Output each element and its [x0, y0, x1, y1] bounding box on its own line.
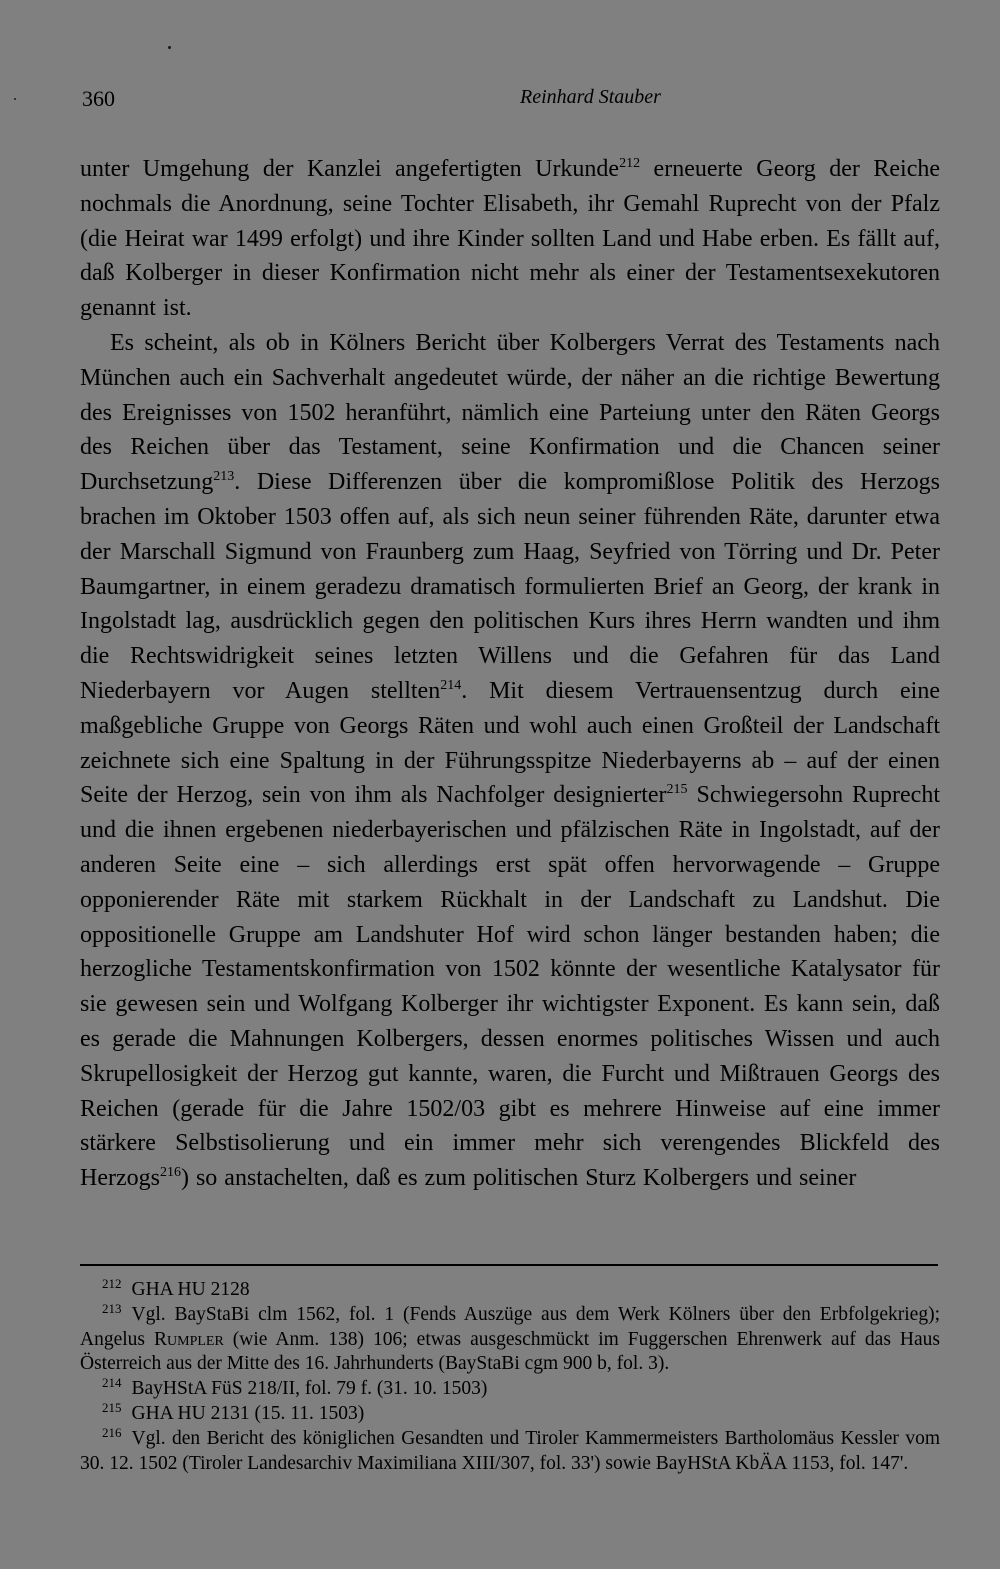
text-run: Es scheint, als ob in Kölners Bericht über Kolbergers Verrat des Testaments nach München auch ein Sachverhalt angedeutet würde, der näher an die richtige Bewertung des Ereignisses von 1502 heranführt, nämlich eine Parteiung unter den Räten Georgs des Reichen über das Testament, seine Konfirmation und die Chancen seiner Durchsetzung [80, 329, 940, 496]
author-name-smallcaps: Rumpler [154, 1328, 224, 1350]
text-run: . Mit diesem Vertrauensentzug durch eine maßgebliche Gruppe von Georgs Räten und wohl auch einen Großteil der Landschaft zeichnete sich eine Spaltung in der Führungsspitze Niederbayerns ab – auf der einen Seite der Herzog, sein von ihm als Nachfolger designierter [80, 677, 940, 809]
body-text [80, 152, 940, 1196]
text-run: Schwiegersohn Ruprecht und die ihnen ergebenen niederbayerischen und pfälzischen Räte in Ingolstadt, auf der anderen Seite eine – sich allerdings erst spät offen hervorwagende – Gruppe opponierender Räte mit starkem Rückhalt in der Landschaft zu Landshut. Die oppositionelle Gruppe am Landshuter Hof wird schon länger bestanden haben; die herzogliche Testamentskonfirmation von 1502 könnte der wesentliche Katalysator für sie gewesen sein und Wolfgang Kolberger ihr wichtigster Exponent. Es kann sein, daß es gerade die Mahnungen Kolbergers, dessen enormes politisches Wissen und auch Skrupellosigkeit der Herzog gut kannte, waren, die Furcht und Mißtrauen Georgs des Reichen (gerade für die Jahre 1502/03 gibt es mehrere Hinweise auf eine immer stärkere Selbstisolierung und ein immer mehr sich verengendes Blickfeld des Herzogs [80, 782, 941, 1192]
footnote-216: 216 Vgl. den Bericht des königlichen Gesandten und Tiroler Kammermeisters Bartholomäus Kessler vom 30. 12. 1502 (Tiroler Landesarchiv Maximiliana XIII/307, fol. 33') sowie BayHStA KbÄA 1153, fol. 147'. [80, 1424, 940, 1474]
footnote-text: (wie Anm. 138) 106; etwas ausgeschmückt im Fuggerschen Ehrenwerk auf das Haus Österreich aus der Mitte des 16. Jahrhunderts (BayStaBi cgm 900 b, fol. 3). [80, 1328, 940, 1375]
footnotes [80, 1278, 940, 1476]
footnote-text: Vgl. den Bericht des königlichen Gesandten und Tiroler Kammermeisters Bartholomäus Kessler vom 30. 12. 1502 (Tiroler Landesarchiv Maximiliana XIII/307, fol. 33') sowie BayHStA KbÄA 1153, fol. 147'. [80, 1427, 940, 1474]
footnote-ref-213: 213 [213, 469, 235, 485]
text-run: . Diese Differenzen über die kompromißlose Politik des Herzogs brachen im Oktober 1503 offen auf, als sich neun seiner führenden Räte, darunter etwa der Marschall Sigmund von Fraunberg zum Haag, Seyfried von Törring und Dr. Peter Baumgartner, in einem geradezu dramatisch formulierten Brief an Georg, der krank in Ingolstadt lag, ausdrücklich gegen den politischen Kurs ihres Herrn wandten und ihm die Rechtswidrigkeit seines letzten Willens und die Gefahren für das Land Niederbayern vor Augen stellten [80, 469, 940, 704]
footnote-214: 214 BayHStA FüS 218/II, fol. 79 f. (31. 10. 1503) [102, 1375, 488, 1400]
footnote-ref-212: 212 [619, 156, 641, 171]
footnote-215: 215 GHA HU 2131 (15. 11. 1503) [102, 1399, 365, 1424]
footnote-separator [80, 1264, 938, 1266]
footnote-ref-216: 216 [159, 1165, 181, 1181]
footnote-text: BayHStA FüS 218/II, fol. 79 f. (31. 10. 1503) [131, 1378, 488, 1400]
page-number: 360 [82, 86, 115, 111]
footnote-ref-214: 214 [440, 677, 462, 693]
text-run: ) so anstachelten, daß es zum politischen Sturz Kolbergers und seiner [180, 1165, 857, 1192]
paragraph-1 [80, 152, 940, 326]
scan-speck [168, 46, 171, 49]
scan-speck [14, 98, 16, 100]
footnote-text: GHA HU 2131 (15. 11. 1503) [131, 1402, 365, 1424]
footnote-212: 212 GHA HU 2128 [102, 1276, 250, 1300]
footnote-text: Vgl. BayStaBi clm 1562, fol. 1 (Fends Auszüge aus dem Werk Kölners über den Erbfolgekrieg); Angelus [80, 1303, 940, 1350]
paragraph-2 [80, 326, 940, 1196]
running-head-author: Reinhard Stauber [520, 86, 661, 108]
text-run: unter Umgehung der Kanzlei angefertigten Urkunde [80, 156, 620, 182]
footnote-text: GHA HU 2128 [131, 1279, 250, 1300]
footnote-ref-215: 215 [666, 782, 688, 798]
footnote-213: 213 Vgl. BayStaBi clm 1562, fol. 1 (Fends Auszüge aus dem Werk Kölners über den Erbfolgekrieg); Angelus Rumpler (wie Anm. 138) 106; etwas ausgeschmückt im Fuggerschen Ehrenwerk auf das Haus Österreich aus der Mitte des 16. Jahrhunderts (BayStaBi cgm 900 b, fol. 3). [80, 1300, 940, 1375]
page-header [80, 86, 940, 116]
text-run: erneuerte Georg der Reiche nochmals die Anordnung, seine Tochter Elisabeth, ihr Gemahl Ruprecht von der Pfalz (die Heirat war 1499 erfolgt) und ihre Kinder sollten Land und Habe erben. Es fällt auf, daß Kolberger in dieser Konfirmation nicht mehr als einer der Testamentsexekutoren genannt ist. [80, 156, 940, 322]
